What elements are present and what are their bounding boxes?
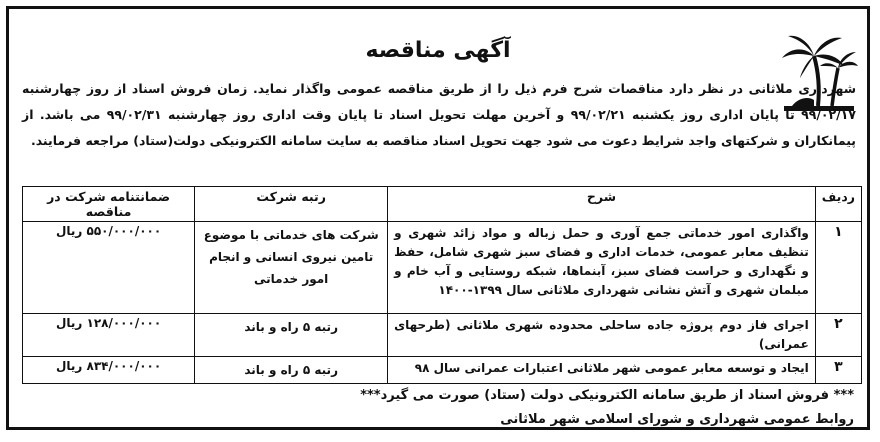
table-row [23,222,862,314]
row-description: اجرای فاز دوم پروژه جاده ساحلی محدوده شهری ملاثانی (طرحهای عمرانی) [388,314,816,357]
notice-title: آگهی مناقصه [365,38,511,63]
header-description: شرح [388,187,816,222]
row-number: ۲ [815,314,861,357]
header-row-number: ردیف [815,187,861,222]
row-rank: شرکت های خدماتی با موضوع تامین نیروی انسانی و انجام امور خدماتی [195,222,388,314]
row-rank: رتبه ۵ راه و باند [195,357,388,384]
header-company-rank: رتبه شرکت [195,187,388,222]
signature: روابط عمومی شهرداری و شورای اسلامی شهر ملاثانی [500,412,854,427]
row-rank: رتبه ۵ راه و باند [195,314,388,357]
row-guarantee: ۸۳۴/۰۰۰/۰۰۰ ریال [23,357,195,384]
row-description: واگذاری امور خدماتی جمع آوری و حمل زباله و مواد زائد شهری و تنظیف معابر عمومی، خدمات اداری و فضای سبز شهری شامل، حفظ و نگهداری و حراست فضای سبز، آبنماها، شبکه روستایی و آب خام و مبلمان شهری و آتش نشانی شهرداری ملاثانی سال ۱۳۹۹-۱۴۰۰ [388,222,816,314]
table-header-row [23,187,862,222]
notice-intro: شهرداری ملاثانی در نظر دارد مناقصات شرح فرم ذیل را از طریق مناقصه عمومی واگذار نماید. زمان فروش اسناد از روز چهارشنبه ۹۹/۰۲/۱۷ تا پایان اداری روز یکشنبه ۹۹/۰۲/۲۱ و آخرین مهلت تحویل اسناد تا پایان وقت اداری روز چهارشنبه ۹۹/۰۲/۳۱ می باشد. از پیمانکاران و شرکتهای واجد شرایط دعوت می شود جهت تحویل اسناد مناقصه به سایت سامانه الکترونیکی دولت(ستاد) مراجعه فرمایند. [22,81,856,148]
row-guarantee: ۵۵۰/۰۰۰/۰۰۰ ریال [23,222,195,314]
row-description: ایجاد و توسعه معابر عمومی شهر ملاثانی اعتبارات عمرانی سال ۹۸ [388,357,816,384]
header-guarantee: ضمانتنامه شرکت در مناقصه [23,187,195,222]
table-row [23,314,862,357]
row-number: ۳ [815,357,861,384]
row-guarantee: ۱۲۸/۰۰۰/۰۰۰ ریال [23,314,195,357]
tender-table [22,186,862,384]
sale-note: *** فروش اسناد از طریق سامانه الکترونیکی دولت (ستاد) صورت می گیرد*** [360,388,854,403]
row-number: ۱ [815,222,861,314]
table-row [23,357,862,384]
notice-body [10,10,866,430]
